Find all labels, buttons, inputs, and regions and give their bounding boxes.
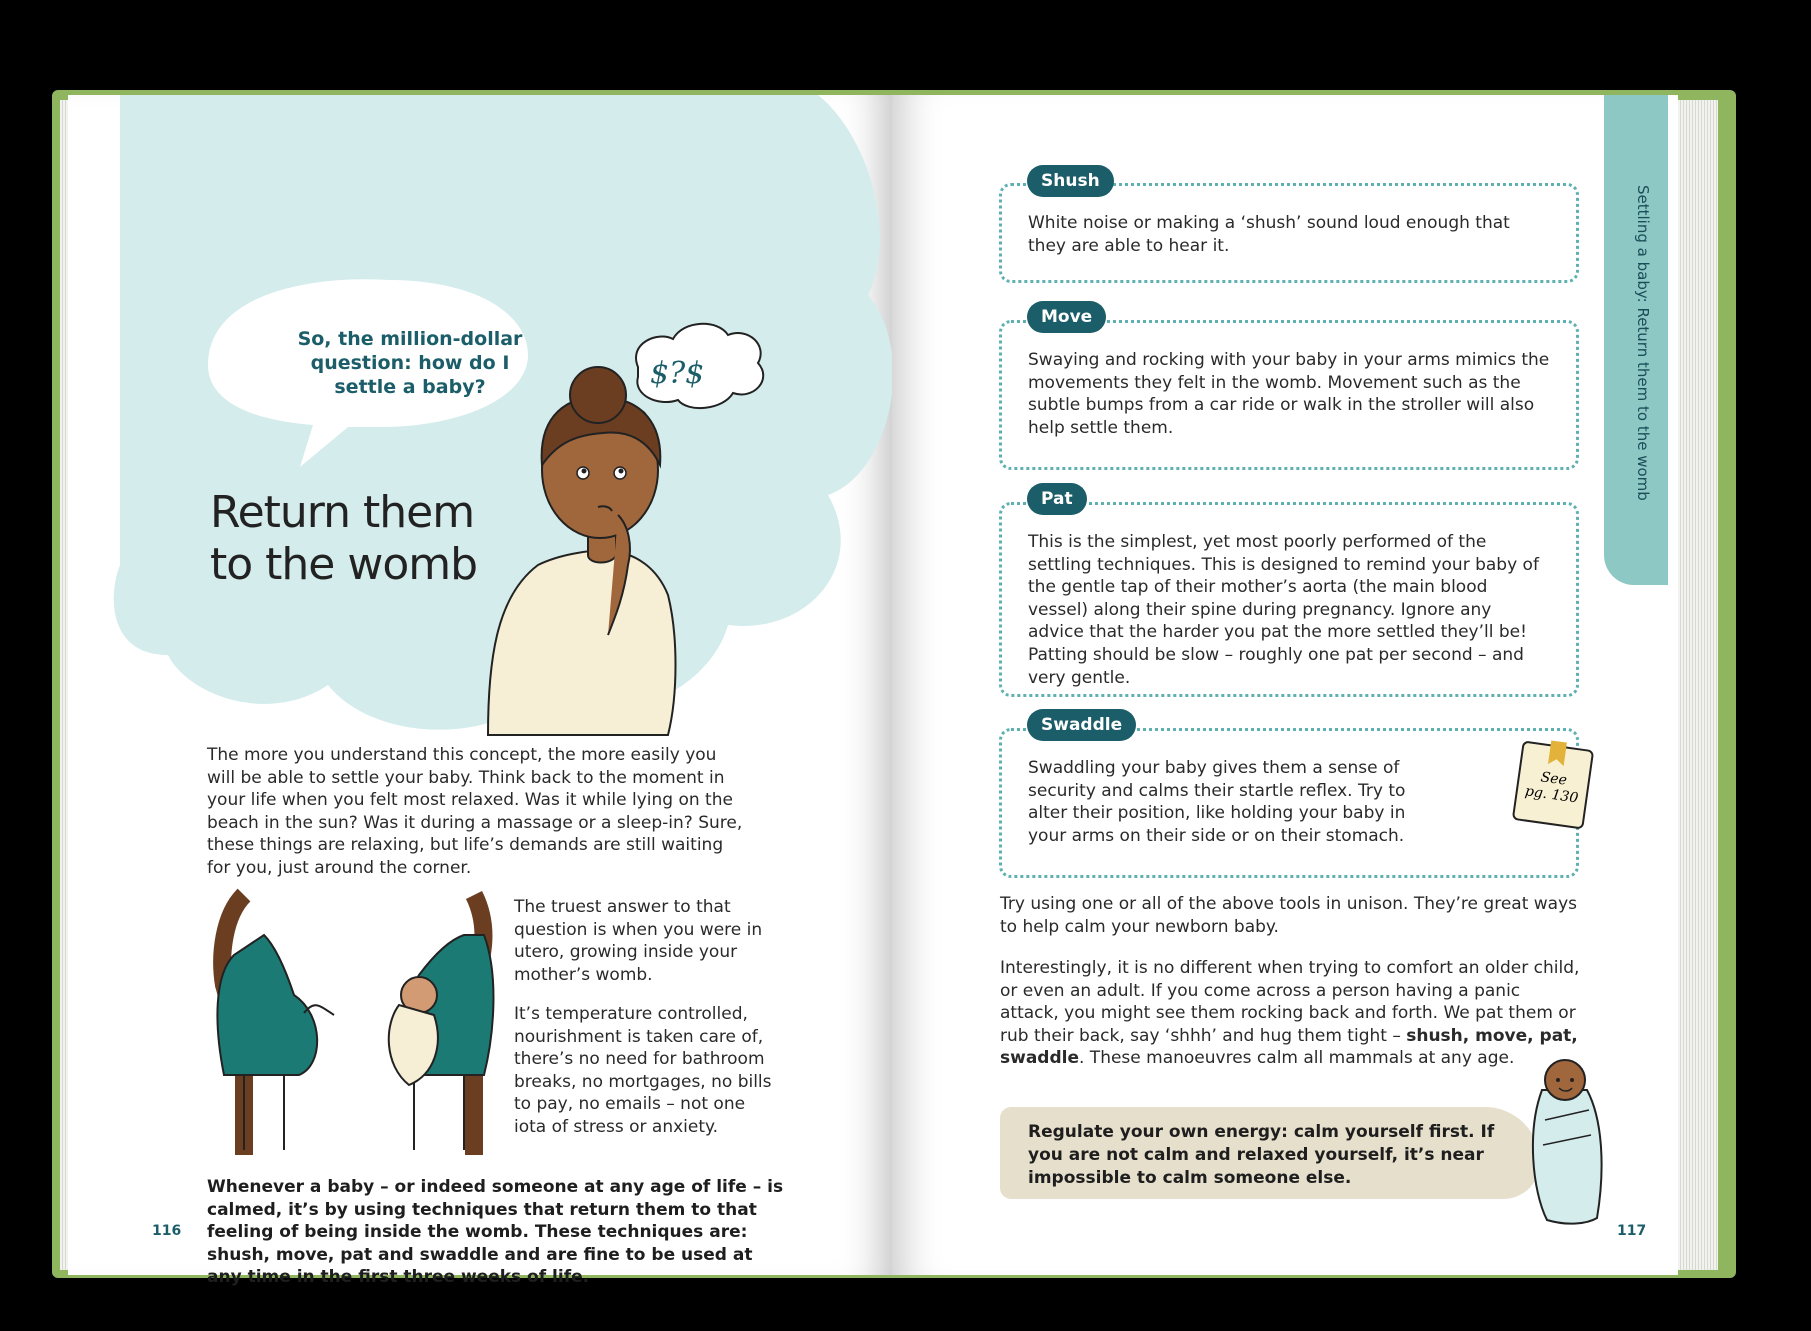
side-tab-label: Settling a baby: Return them to the womb	[1634, 185, 1652, 501]
speech-bubble-text: So, the million-dollar question: how do I settle a baby?	[297, 328, 523, 398]
right-page	[892, 95, 1678, 1275]
see-page-note	[1512, 740, 1594, 829]
pregnancy-illustration	[204, 895, 494, 1155]
bookmark-icon	[1548, 740, 1567, 766]
technique-label-shush: Shush	[1027, 165, 1114, 197]
left-page	[68, 95, 892, 1288]
technique-text: This is the simplest, yet most poorly performed of the settling techniques. This is designed to remind your baby of the gentle tap of their mother’s aorta (the main blood vessel) along their spine during pregnancy. Ignore any advice that the harder you pat the more settled they’ll be! Patting should be slow – roughly one pat per second – and very gentle.	[1028, 532, 1539, 688]
technique-box-move	[999, 320, 1579, 470]
techniques-summary-paragraph: Whenever a baby – or indeed someone at any age of life – is calmed, it’s by using techniques that return them to that feeling of being inside the womb. These techniques are: shush, move, pat and swaddle and are fine to be used at any time in the first three weeks of life.	[207, 1177, 784, 1288]
page-number-left: 116	[152, 1223, 182, 1239]
title-line-1: Return them	[210, 487, 475, 538]
utero-paragraph: The truest answer to that question is when you were in utero, growing inside your mother’s womb.	[514, 897, 763, 985]
thought-symbols: $?$	[650, 356, 705, 391]
technique-label-swaddle: Swaddle	[1027, 709, 1136, 741]
technique-text: Swaying and rocking with your baby in your arms mimics the movements they felt in the womb. Movement such as the subtle bumps from a car ride or walk in the stroller will also help settle them.	[1028, 350, 1550, 438]
paragraph-start: Interestingly, it is no different when trying to comfort an older child, or even an adult. If you come across a person having a panic attack, you might see them rocking back and forth. We pat them or rub their back, say ‘shhh’ and hug them tight –	[1000, 958, 1580, 1046]
technique-label-move: Move	[1027, 301, 1106, 333]
title-line-2: to the womb	[210, 539, 478, 590]
technique-box-pat	[999, 502, 1579, 697]
cloud-background	[68, 95, 892, 735]
intro-paragraph: The more you understand this concept, the more easily you will be able to settle your baby. Think back to the moment in your life when you felt most relaxed. Was it while lying on the beach in the sun? Was it during a massage or a sleep-in? Sure, these things are relaxing, but life’s demands are still waiting for you, just around the corner.	[207, 745, 743, 878]
technique-box-shush	[999, 183, 1579, 283]
paragraph-end: . These manoeuvres calm all mammals at any age.	[1079, 1048, 1515, 1069]
page-edges-right	[1678, 100, 1718, 1270]
older-child-paragraph	[1000, 957, 1580, 1070]
see-note-line-1: See	[1539, 769, 1568, 789]
technique-box-swaddle	[999, 728, 1579, 878]
swaddled-baby-illustration	[1527, 1050, 1607, 1225]
callout-box: Regulate your own energy: calm yourself first. If you are not calm and relaxed yourself, it’s near impossible to calm someone else.	[1000, 1107, 1540, 1199]
page-title	[210, 487, 510, 591]
technique-label-pat: Pat	[1027, 483, 1087, 515]
technique-text: White noise or making a ‘shush’ sound loud enough that they are able to hear it.	[1028, 213, 1510, 256]
unison-paragraph: Try using one or all of the above tools in unison. They’re great ways to help calm your newborn baby.	[1000, 894, 1578, 937]
technique-text: Swaddling your baby gives them a sense of security and calms their startle reflex. Try to alter their position, like holding your baby in your arms on their side or on their stomach.	[1028, 758, 1406, 846]
see-note-line-2: pg. 130	[1523, 783, 1580, 807]
womb-conditions-paragraph: It’s temperature controlled, nourishment is taken care of, there’s no need for bathroom breaks, no mortgages, no bills to pay, no emails – not one iota of stress or anxiety.	[514, 1004, 772, 1137]
question-mark-icon	[645, 333, 755, 403]
paragraph-bold: shush, move, pat, swaddle	[1000, 1025, 1578, 1069]
page-number-right: 117	[1617, 1223, 1647, 1239]
